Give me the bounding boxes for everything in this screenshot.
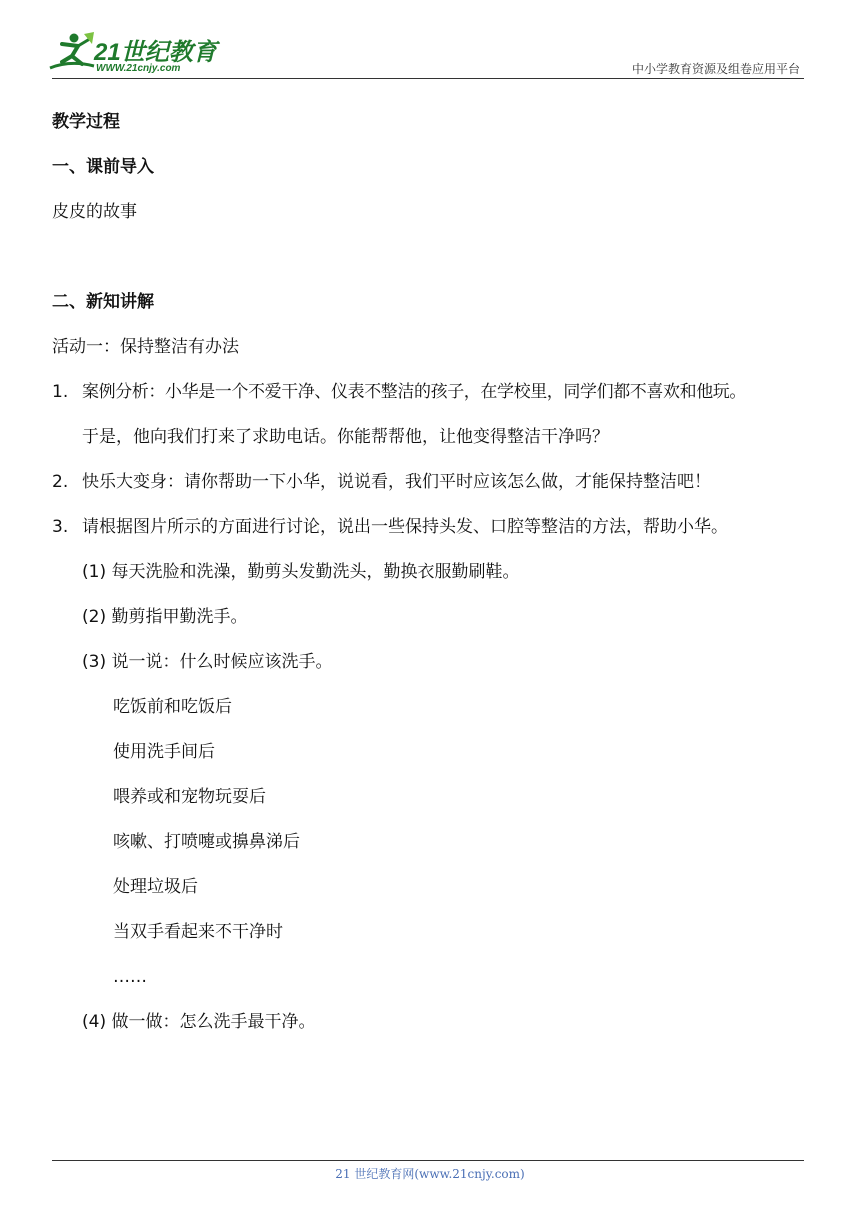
page-header <box>0 0 860 82</box>
section1-text: 皮皮的故事 <box>52 202 137 222</box>
section1-heading: 一、课前导入 <box>52 157 154 177</box>
header-divider <box>52 78 804 79</box>
ellipsis: …… <box>113 967 147 987</box>
hand-wash-time: 使用洗手间后 <box>113 742 215 762</box>
hand-wash-time: 喂养或和宠物玩耍后 <box>113 787 266 807</box>
item-2-number: 2. <box>52 472 69 492</box>
logo-text: 21世纪教育 <box>94 39 217 66</box>
item-1-number: 1. <box>52 382 69 402</box>
subitem-3: (3) 说一说：什么时候应该洗手。 <box>82 652 333 672</box>
subitem-2: (2) 勤剪指甲勤洗手。 <box>82 607 248 627</box>
hand-wash-time: 咳嗽、打喷嚏或擤鼻涕后 <box>113 832 300 852</box>
logo <box>44 30 244 80</box>
hand-wash-time: 处理垃圾后 <box>113 877 198 897</box>
item-3-number: 3. <box>52 517 69 537</box>
item-1-line-2: 于是，他向我们打来了求助电话。你能帮帮他，让他变得整洁干净吗？ <box>82 427 609 447</box>
hand-wash-time: 当双手看起来不干净时 <box>113 922 283 942</box>
page-title: 教学过程 <box>52 112 120 132</box>
hand-wash-time: 吃饭前和吃饭后 <box>113 697 232 717</box>
subitem-4: (4) 做一做：怎么洗手最干净。 <box>82 1012 316 1032</box>
item-2-line-1: 快乐大变身：请你帮助一下小华，说说看，我们平时应该怎么做，才能保持整洁吧！ <box>82 472 711 492</box>
footer-divider <box>52 1160 804 1161</box>
runner-logo-icon <box>44 30 96 76</box>
logo-url: WWW.21cnjy.com <box>96 63 181 74</box>
item-3-line-1: 请根据图片所示的方面进行讨论，说出一些保持头发、口腔等整洁的方法，帮助小华。 <box>82 517 728 537</box>
section2-heading: 二、新知讲解 <box>52 292 154 312</box>
subitem-1: (1) 每天洗脸和洗澡，勤剪头发勤洗头，勤换衣服勤刷鞋。 <box>82 562 520 582</box>
platform-name: 中小学教育资源及组卷应用平台 <box>631 62 800 76</box>
footer-text: 21 世纪教育网(www.21cnjy.com) <box>335 1167 525 1181</box>
activity-title: 活动一：保持整洁有办法 <box>52 337 239 357</box>
item-1-line-1: 案例分析：小华是一个不爱干净、仪表不整洁的孩子，在学校里，同学们都不喜欢和他玩。 <box>82 382 746 402</box>
